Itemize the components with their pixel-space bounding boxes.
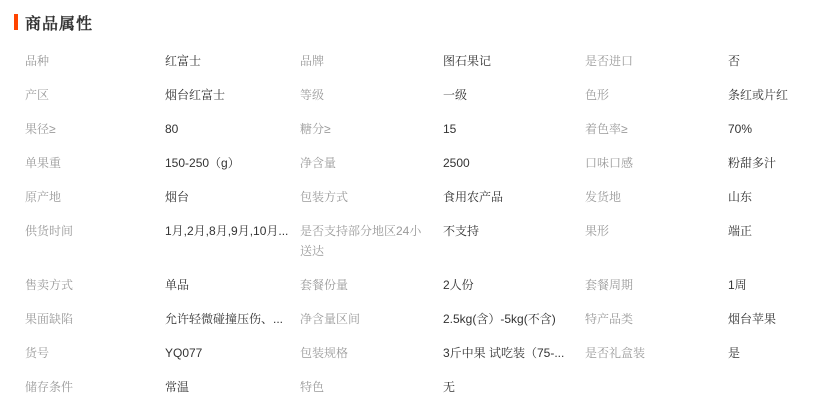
- attr-value: 山东: [728, 190, 753, 204]
- attr-label: 品种: [25, 54, 50, 68]
- attr-value: 烟台: [165, 190, 190, 204]
- attr-label: 原产地: [25, 190, 62, 204]
- attr-label: 供货时间: [25, 224, 74, 238]
- attr-label: 货号: [25, 346, 50, 360]
- section-header: [14, 12, 834, 32]
- attr-row: [25, 377, 834, 397]
- attr-label: 口味口感: [585, 156, 634, 170]
- attr-label: 特色: [300, 380, 325, 394]
- attr-value: 是: [728, 346, 741, 360]
- attr-label: 是否进口: [585, 54, 634, 68]
- attr-label: 果形: [585, 224, 610, 238]
- attr-row: [25, 51, 834, 71]
- attr-label: 色形: [585, 88, 610, 102]
- attr-value: 2人份: [443, 278, 474, 292]
- attr-label: 套餐份量: [300, 278, 349, 292]
- attr-row: [25, 153, 834, 173]
- attr-value: 端正: [728, 224, 753, 238]
- attr-value: 食用农产品: [443, 190, 504, 204]
- attr-label: 净含量: [300, 156, 337, 170]
- attr-value: 单品: [165, 278, 190, 292]
- attr-value: 1月,2月,8月,9月,10月...: [165, 224, 289, 238]
- accent-bar-icon: [14, 14, 18, 30]
- attr-row: [25, 85, 834, 105]
- attr-value: 2.5kg(含）-5kg(不含): [443, 312, 556, 326]
- attr-value: 粉甜多汁: [728, 156, 777, 170]
- attr-value: 否: [728, 54, 741, 68]
- attr-label: 发货地: [585, 190, 622, 204]
- attributes-table: [0, 51, 834, 397]
- attr-value: 烟台红富士: [165, 88, 226, 102]
- attr-value: 2500: [443, 156, 470, 170]
- page-title: 商品属性: [25, 15, 94, 33]
- attr-value: 80: [165, 122, 179, 136]
- attr-value: 常温: [165, 380, 190, 394]
- attr-row: [25, 275, 834, 295]
- attr-value: YQ077: [165, 346, 203, 360]
- attr-value: 15: [443, 122, 457, 136]
- attr-label: 售卖方式: [25, 278, 74, 292]
- attr-row: [25, 187, 834, 207]
- attr-value: 1周: [728, 278, 747, 292]
- attr-label: 糖分≥: [300, 122, 331, 136]
- attr-label: 果径≥: [25, 122, 56, 136]
- attr-value: 70%: [728, 122, 753, 136]
- attr-label: 包装方式: [300, 190, 349, 204]
- attr-label: 品牌: [300, 54, 325, 68]
- attr-label: 储存条件: [25, 380, 74, 394]
- attr-value: 允许轻微碰撞压伤、...: [165, 312, 284, 326]
- attr-label: 特产品类: [585, 312, 634, 326]
- attr-value: 图石果记: [443, 54, 492, 68]
- attr-value: 条红或片红: [728, 88, 789, 102]
- attr-value: 3斤中果 试吃装（75-...: [443, 346, 565, 360]
- attr-label: 单果重: [25, 156, 62, 170]
- attr-label: 产区: [25, 88, 50, 102]
- attr-label: 套餐周期: [585, 278, 634, 292]
- attr-label: 等级: [300, 88, 325, 102]
- attr-value: 红富士: [165, 54, 202, 68]
- attr-row: [25, 119, 834, 139]
- attr-value: 150-250（g）: [165, 156, 240, 170]
- attr-label: 包装规格: [300, 346, 349, 360]
- attr-label: 净含量区间: [300, 312, 361, 326]
- attr-row: [25, 221, 834, 261]
- attr-row: [25, 309, 834, 329]
- attr-value: 不支持: [443, 224, 480, 238]
- attr-value: 无: [443, 380, 456, 394]
- attr-label: 是否礼盒装: [585, 346, 646, 360]
- attr-label: 是否支持部分地区24小送达: [300, 224, 422, 258]
- attr-row: [25, 343, 834, 363]
- attr-value: 一级: [443, 88, 468, 102]
- attr-value: 烟台苹果: [728, 312, 777, 326]
- attr-label: 果面缺陷: [25, 312, 74, 326]
- attr-label: 着色率≥: [585, 122, 628, 136]
